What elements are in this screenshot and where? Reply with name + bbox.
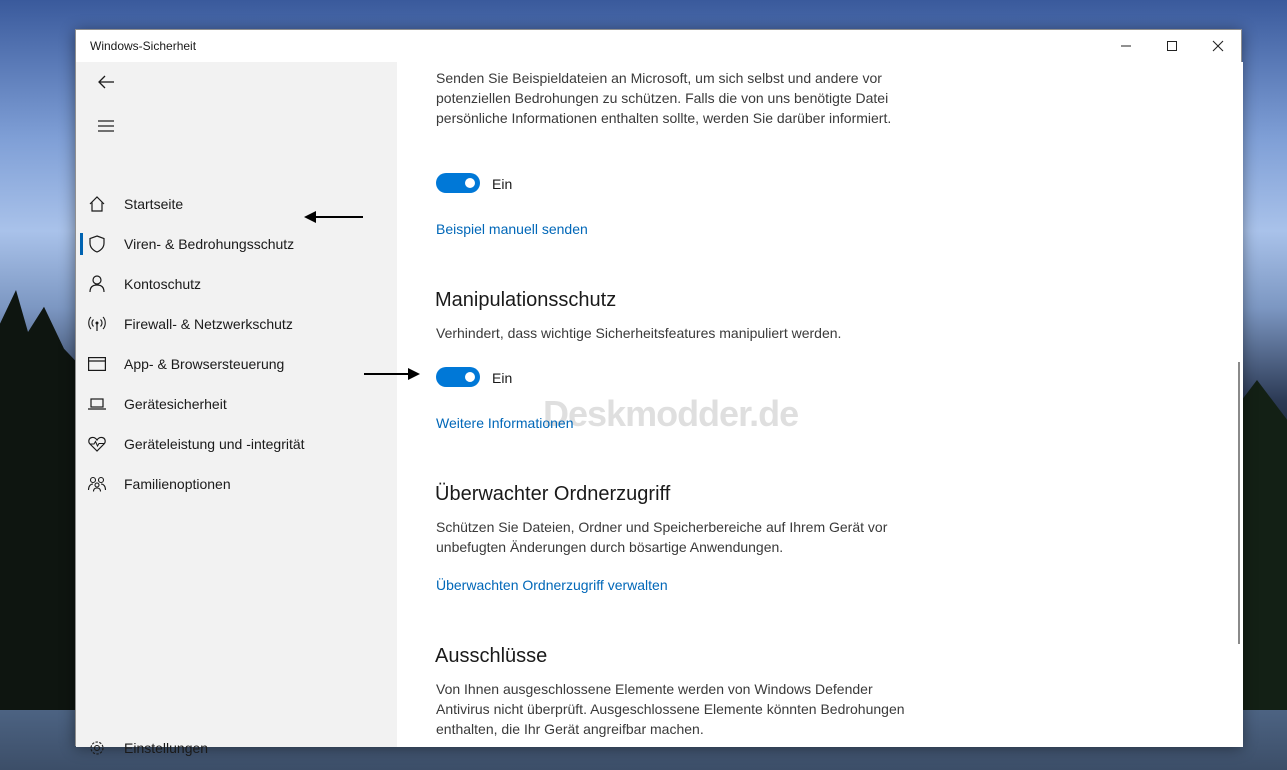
sidebar-item-label: Familienoptionen (124, 476, 231, 492)
sidebar-item-geraetesicherheit[interactable] (76, 384, 397, 424)
maximize-button[interactable] (1149, 30, 1195, 62)
toggle-knob (465, 372, 475, 382)
sidebar-item-label: Firewall- & Netzwerkschutz (124, 316, 293, 332)
annotation-arrow-right-icon (364, 373, 410, 375)
more-information-link[interactable]: Weitere Informationen (436, 415, 574, 431)
annotation-arrow-left-icon (314, 216, 363, 218)
sample-submission-description: Senden Sie Beispieldateien an Microsoft, um sich selbst und andere vor potenziellen Bedrohungen zu schützen. Falls die von uns benötigte Datei persönliche Informationen enthalten sollte, werden Sie darüber informiert. (436, 70, 892, 126)
sidebar-item-geraeteleistung[interactable] (76, 424, 397, 464)
tamper-protection-heading: Manipulationsschutz (435, 289, 617, 311)
heart-pulse-icon (88, 434, 106, 454)
close-icon (1213, 41, 1223, 51)
sidebar-item-firewall-netzwerkschutz[interactable] (76, 304, 397, 344)
title-bar (76, 30, 1241, 62)
back-button[interactable] (86, 62, 126, 102)
family-icon (88, 474, 106, 494)
background-treeline-right (1237, 380, 1287, 710)
sidebar-item-label: Viren- & Bedrohungsschutz (124, 236, 295, 252)
shield-icon (88, 234, 106, 254)
tamper-protection-toggle[interactable] (436, 367, 480, 387)
tamper-protection-description: Verhindert, dass wichtige Sicherheitsfeatures manipuliert werden. (436, 325, 842, 341)
selection-indicator (80, 233, 83, 255)
sample-submission-toggle[interactable] (436, 173, 480, 193)
home-icon (88, 194, 106, 214)
sidebar-item-label: Kontoschutz (124, 276, 202, 292)
sidebar-item-label: App- & Browsersteuerung (124, 356, 285, 372)
hamburger-icon (98, 120, 114, 132)
background-treeline-left (0, 290, 80, 710)
sidebar-item-familienoptionen[interactable] (76, 464, 397, 504)
sidebar-item-label: Gerätesicherheit (124, 396, 227, 412)
menu-button[interactable] (86, 106, 126, 146)
minimize-icon (1121, 41, 1131, 51)
window-title: Windows-Sicherheit (90, 39, 197, 53)
antenna-icon (88, 314, 106, 334)
close-button[interactable] (1195, 30, 1241, 62)
sidebar-item-einstellungen[interactable] (76, 728, 397, 768)
folder-access-description: Schützen Sie Dateien, Ordner und Speicherbereiche auf Ihrem Gerät vor unbefugten Änderungen durch bösartige Anwendungen. (436, 519, 888, 555)
watermark: Deskmodder.de (543, 393, 799, 434)
sidebar-item-startseite[interactable] (76, 184, 397, 224)
sidebar-item-label: Geräteleistung und -integrität (124, 436, 305, 452)
sidebar-item-kontoschutz[interactable] (76, 264, 397, 304)
exclusions-heading: Ausschlüsse (435, 645, 548, 667)
app-window (75, 29, 1242, 756)
sidebar-item-app-browsersteuerung[interactable] (76, 344, 397, 384)
submit-sample-link[interactable]: Beispiel manuell senden (436, 221, 588, 237)
minimize-button[interactable] (1103, 30, 1149, 62)
main-content (397, 62, 1243, 747)
toggle-knob (465, 178, 475, 188)
sidebar-item-label: Startseite (124, 196, 184, 212)
sample-submission-toggle-label: Ein (492, 176, 513, 192)
vertical-scrollbar[interactable] (1238, 362, 1240, 644)
tamper-protection-toggle-label: Ein (492, 370, 513, 386)
folder-access-heading: Überwachter Ordnerzugriff (435, 483, 671, 505)
maximize-icon (1167, 41, 1177, 51)
sidebar-item-label: Einstellungen (124, 740, 209, 756)
sidebar-item-viren-bedrohungsschutz[interactable] (76, 224, 397, 264)
manage-folder-access-link[interactable]: Überwachten Ordnerzugriff verwalten (436, 577, 668, 593)
laptop-icon (88, 394, 106, 414)
back-arrow-icon (98, 75, 114, 89)
person-icon (88, 274, 106, 294)
navigation-sidebar (76, 62, 397, 756)
browser-window-icon (88, 354, 106, 374)
gear-icon (88, 738, 106, 758)
exclusions-description: Von Ihnen ausgeschlossene Elemente werden von Windows Defender Antivirus nicht überprüft. Ausgeschlossene Elemente könnten Bedrohungen enthalten, die Ihr Gerät angreifbar machen. (436, 681, 905, 737)
